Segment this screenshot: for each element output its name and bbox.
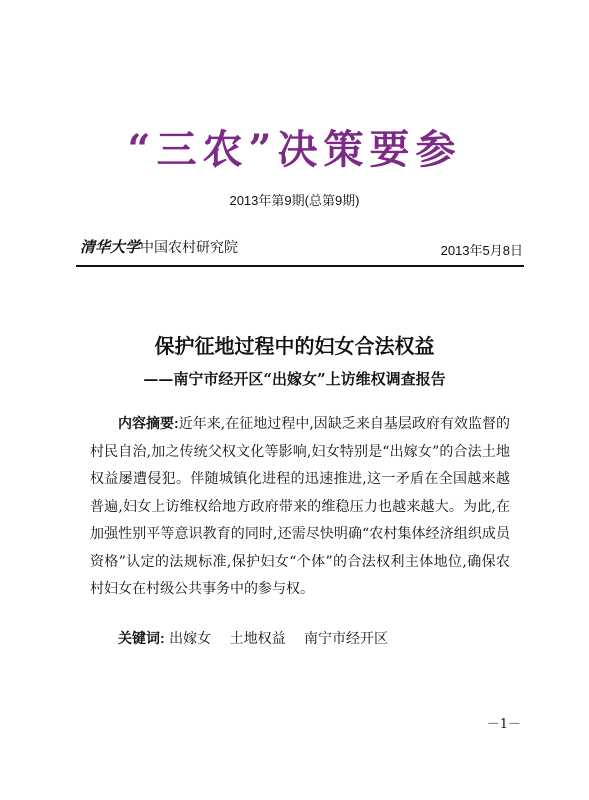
header-divider — [76, 265, 524, 267]
abstract-text: 近年来,在征地过程中,因缺乏来自基层政府有效监督的村民自治,加之传统父权文化等影响,妇女特别是“出嫁女”的合法土地权益屡遭侵犯。伴随城镇化进程的迅速推进,这一矛盾在全国越来越普遍,妇女上访维权给地方政府带来的维稳压力也越来越大。为此,在加强性别平等意识教育的同时,还需尽快明确“农村集体经济组织成员资格”认定的法规标准,保护妇女“个体”的合法权利主体地位,确保农村妇女在村级公共事务中的参与权。 — [90, 416, 510, 597]
publication-date: 2013年5月8日 — [440, 243, 523, 258]
keyword-item: 南宁市经开区 — [304, 631, 389, 647]
article-subtitle: ——南宁市经开区“出嫁女”上访维权调查报告 — [143, 370, 446, 388]
abstract-paragraph — [90, 410, 510, 604]
tsinghua-logo: 清华大学 — [80, 238, 141, 256]
article-title: 保护征地过程中的妇女合法权益 — [154, 334, 435, 358]
keywords-line — [118, 628, 402, 648]
keyword-item: 土地权益 — [229, 631, 286, 647]
issue-number: 2013年第9期(总第9期) — [229, 193, 360, 208]
org-name: 中国农村研究院 — [140, 240, 239, 256]
publisher-org — [80, 236, 238, 257]
page-number: －1－ — [486, 717, 521, 732]
keyword-item: 出嫁女 — [169, 631, 212, 647]
abstract-label: 内容摘要: — [118, 415, 179, 431]
masthead-title: “三农”决策要参 — [127, 126, 462, 173]
keywords-label: 关键词: — [118, 630, 165, 646]
